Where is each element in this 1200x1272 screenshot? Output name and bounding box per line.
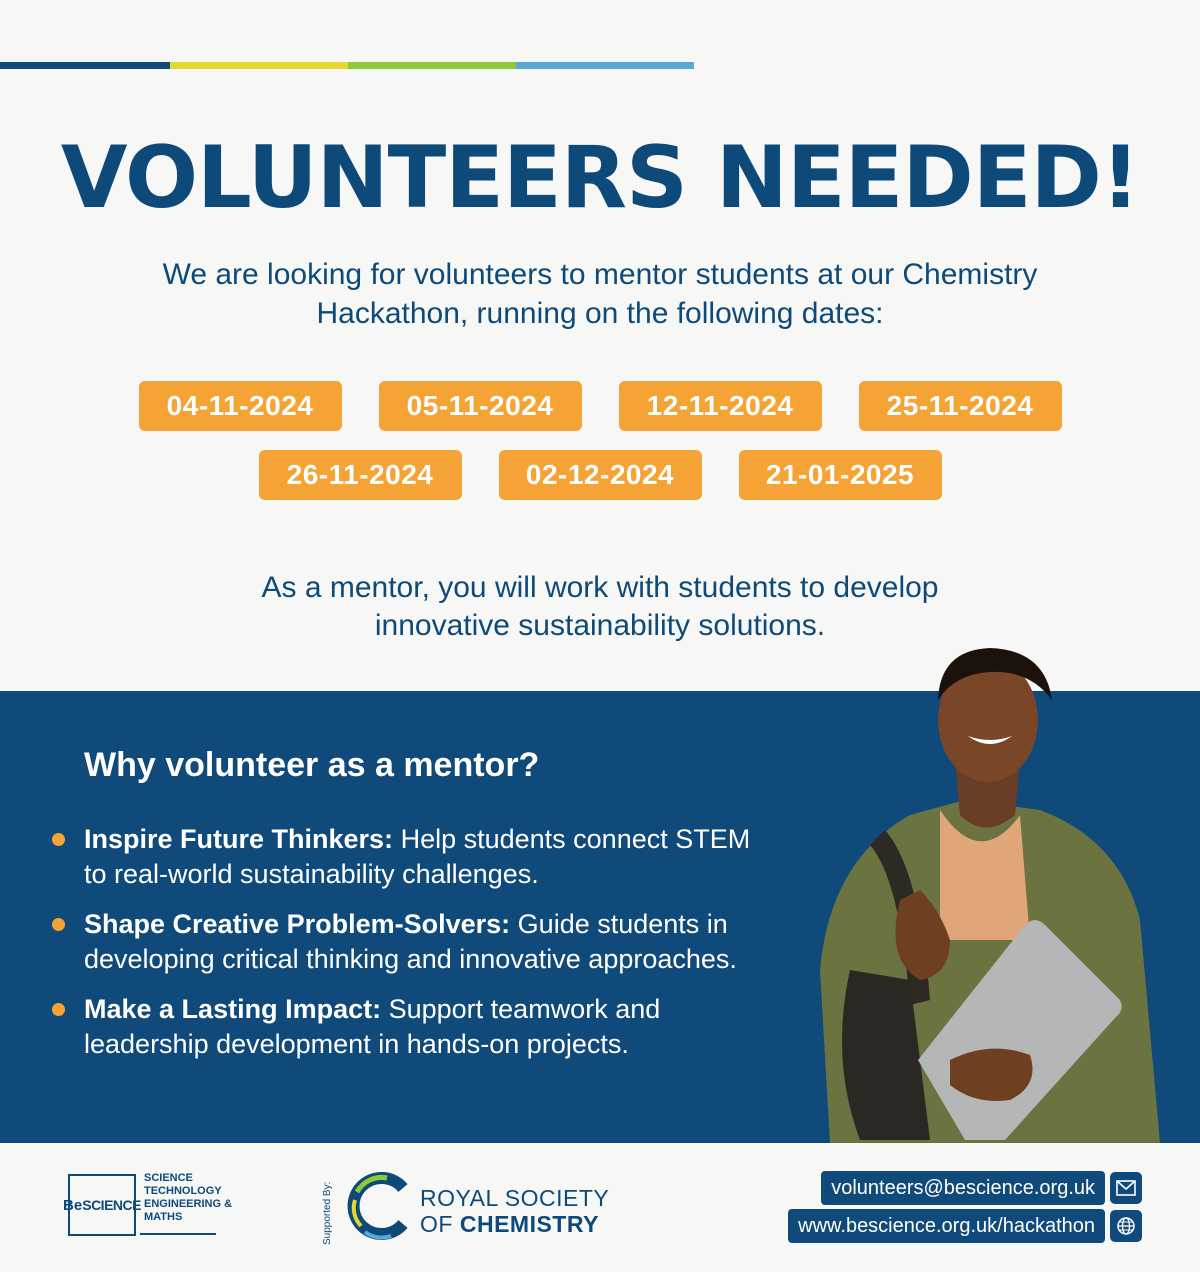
date-badge: 26-11-2024 xyxy=(259,450,462,500)
email-link[interactable]: volunteers@bescience.org.uk xyxy=(821,1171,1105,1205)
intro-text: We are looking for volunteers to mentor students at our Chemistry Hackathon, running on the following dates: xyxy=(162,258,1038,330)
supported-by-label: Supported By: xyxy=(322,1181,333,1245)
tagline-line: MATHS xyxy=(144,1211,183,1223)
rsc-wordmark xyxy=(420,1185,609,1237)
student-photo xyxy=(790,640,1200,1143)
stripe-yellow xyxy=(170,62,348,69)
benefit-body: Guide students in developing critical thinking and innovative approaches. xyxy=(84,909,737,974)
stripe-blue xyxy=(516,62,694,69)
date-badge: 04-11-2024 xyxy=(139,381,342,431)
rsc-chemistry: CHEMISTRY xyxy=(459,1211,599,1237)
bescience-tagline xyxy=(144,1172,232,1224)
date-badge: 12-11-2024 xyxy=(619,381,822,431)
website-contact[interactable] xyxy=(788,1209,1142,1243)
globe-icon[interactable] xyxy=(1110,1210,1142,1242)
email-contact[interactable] xyxy=(821,1171,1142,1205)
stripe-green xyxy=(348,62,516,69)
rsc-line-2 xyxy=(420,1211,609,1237)
mentor-description: As a mentor, you will work with students to develop innovative sustainability solutions. xyxy=(261,571,939,642)
color-stripe-bar xyxy=(0,62,694,69)
benefit-body: Support teamwork and leadership development in hands-on projects. xyxy=(84,994,661,1059)
logo-science: SCIENCE xyxy=(82,1197,141,1213)
benefit-heading: Shape Creative Problem-Solvers: xyxy=(84,909,511,939)
bullet-icon xyxy=(52,1003,65,1016)
logo-be: Be xyxy=(63,1196,83,1214)
website-link[interactable]: www.bescience.org.uk/hackathon xyxy=(788,1209,1105,1243)
list-item xyxy=(52,822,772,892)
bullet-icon xyxy=(52,918,65,931)
bullet-icon xyxy=(52,833,65,846)
rsc-logo-icon xyxy=(343,1170,415,1242)
benefits-list xyxy=(52,822,772,1077)
dates-row-1 xyxy=(0,381,1200,431)
tagline-underline xyxy=(140,1233,216,1235)
list-item xyxy=(52,907,772,977)
rsc-line-1: ROYAL SOCIETY xyxy=(420,1185,610,1211)
benefit-heading: Make a Lasting Impact: xyxy=(84,994,382,1024)
rsc-of: OF xyxy=(420,1211,453,1237)
benefit-body: Help students connect STEM to real-world sustainability challenges. xyxy=(84,824,751,889)
benefit-heading: Inspire Future Thinkers: xyxy=(84,824,394,854)
tagline-line: TECHNOLOGY xyxy=(144,1185,222,1197)
date-badge: 02-12-2024 xyxy=(499,450,702,500)
date-badge: 21-01-2025 xyxy=(739,450,942,500)
list-item xyxy=(52,992,772,1062)
stripe-navy xyxy=(0,62,170,69)
envelope-icon[interactable] xyxy=(1110,1172,1142,1204)
page-title: VOLUNTEERS NEEDED! xyxy=(60,128,1140,228)
bescience-logo xyxy=(63,1174,141,1236)
date-badge: 05-11-2024 xyxy=(379,381,582,431)
benefits-title: Why volunteer as a mentor? xyxy=(84,746,540,784)
date-badge: 25-11-2024 xyxy=(859,381,1062,431)
dates-row-2 xyxy=(0,450,1200,500)
tagline-line: SCIENCE xyxy=(144,1172,193,1184)
tagline-line: ENGINEERING & xyxy=(144,1198,233,1210)
